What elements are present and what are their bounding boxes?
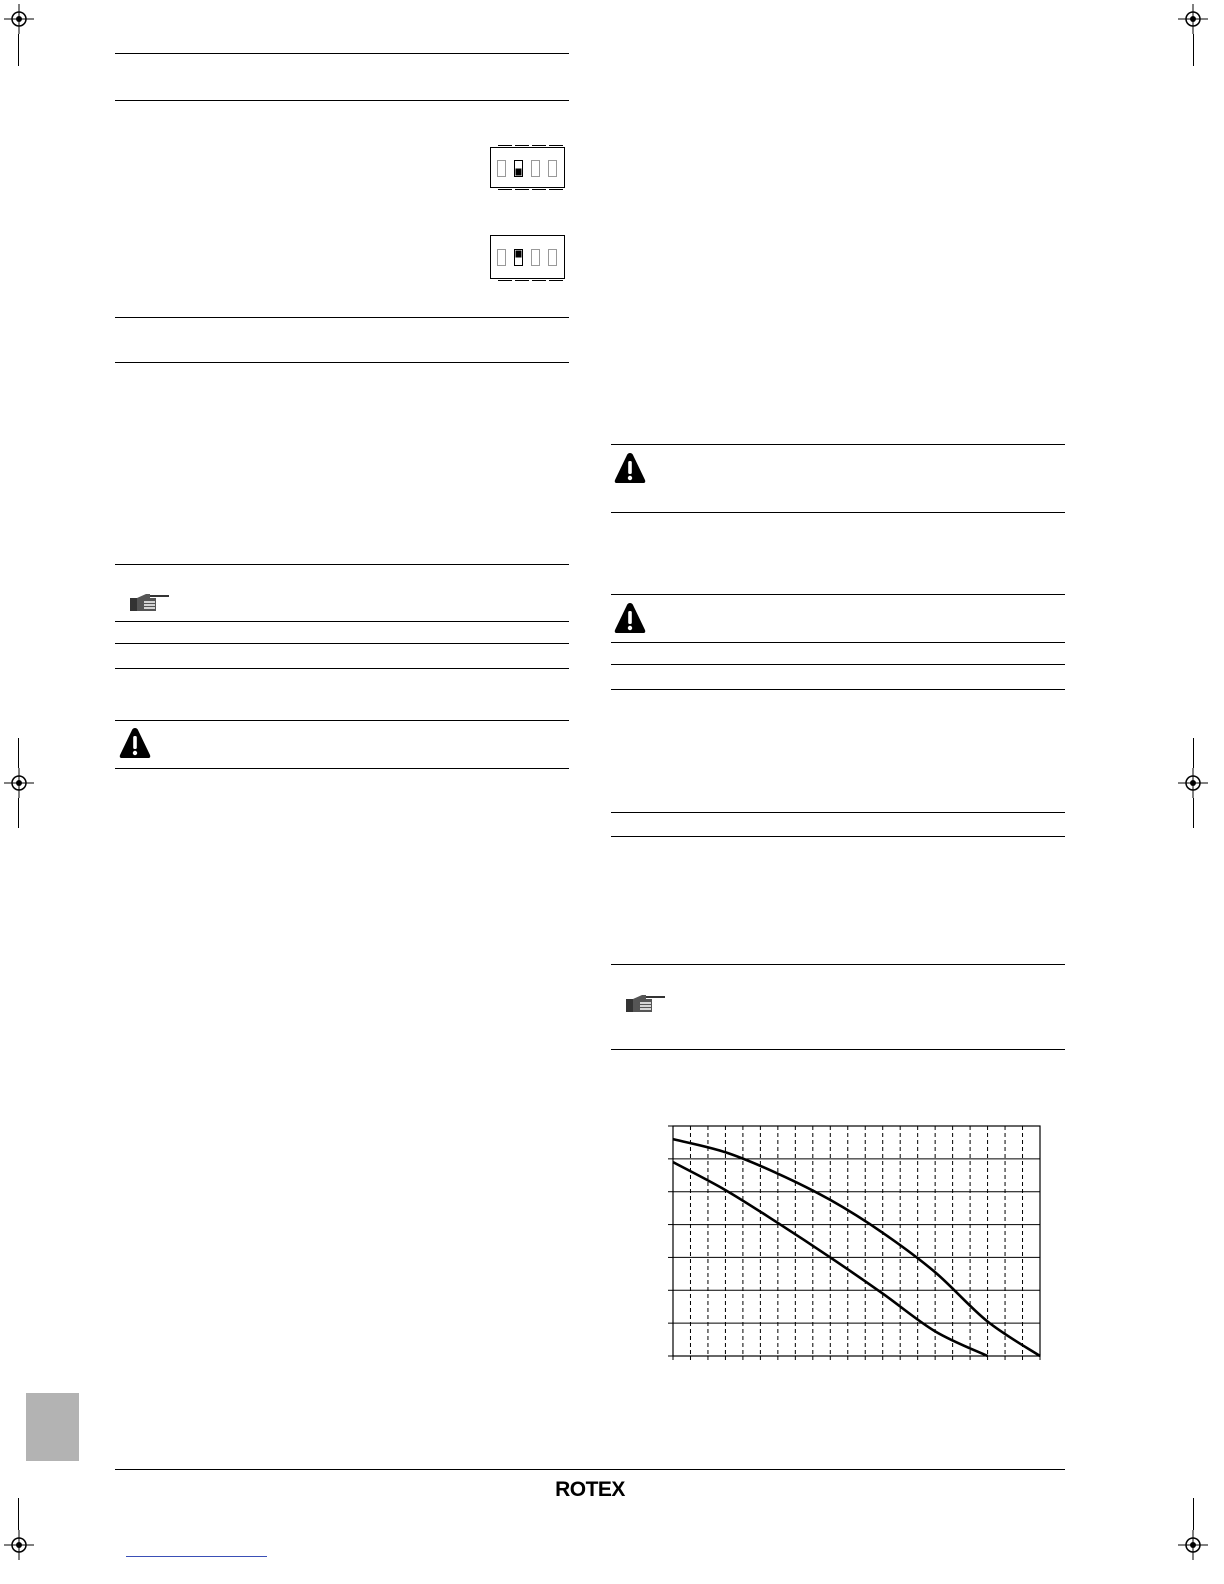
section-rule (115, 100, 569, 101)
dip-switch-b (490, 234, 566, 287)
plot-frame (673, 1126, 1040, 1356)
section-rule (115, 621, 569, 622)
registration-mark-icon (4, 4, 34, 34)
crop-mark (18, 798, 19, 828)
section-rule (611, 964, 1065, 965)
registration-mark-icon (1178, 768, 1208, 798)
section-rule (115, 643, 569, 644)
section-rule (611, 812, 1065, 813)
section-rule (115, 720, 569, 721)
pointing-hand-icon (626, 993, 666, 1020)
warning-triangle-icon (118, 726, 152, 765)
section-rule (115, 317, 569, 318)
crop-mark (18, 1498, 19, 1530)
brand-logo: ROTEX (555, 1478, 625, 1501)
section-rule (611, 642, 1065, 643)
section-rule (611, 444, 1065, 445)
section-rule (611, 836, 1065, 837)
crop-mark (1193, 798, 1194, 828)
registration-mark-icon (1178, 4, 1208, 34)
section-rule (611, 664, 1065, 665)
dip-switch-a (490, 144, 566, 197)
pointing-hand-icon (130, 592, 170, 619)
pump-curve-chart (660, 1120, 1050, 1370)
registration-mark-icon (4, 768, 34, 798)
registration-mark-icon (4, 1530, 34, 1560)
warning-triangle-icon (613, 601, 647, 640)
section-rule (115, 668, 569, 669)
section-rule (115, 564, 569, 565)
section-rule (115, 53, 569, 54)
footer-link-underline (126, 1556, 267, 1557)
crop-mark (1193, 738, 1194, 768)
section-rule (611, 594, 1065, 595)
section-tab (26, 1393, 79, 1461)
footer-rule (115, 1469, 1065, 1470)
section-rule (611, 1049, 1065, 1050)
registration-mark-icon (1178, 1530, 1208, 1560)
section-rule (115, 768, 569, 769)
section-rule (115, 362, 569, 363)
crop-mark (18, 34, 19, 66)
section-rule (611, 689, 1065, 690)
crop-mark (1193, 34, 1194, 66)
crop-mark (1193, 1498, 1194, 1530)
crop-mark (18, 738, 19, 768)
section-rule (611, 512, 1065, 513)
warning-triangle-icon (613, 451, 647, 490)
